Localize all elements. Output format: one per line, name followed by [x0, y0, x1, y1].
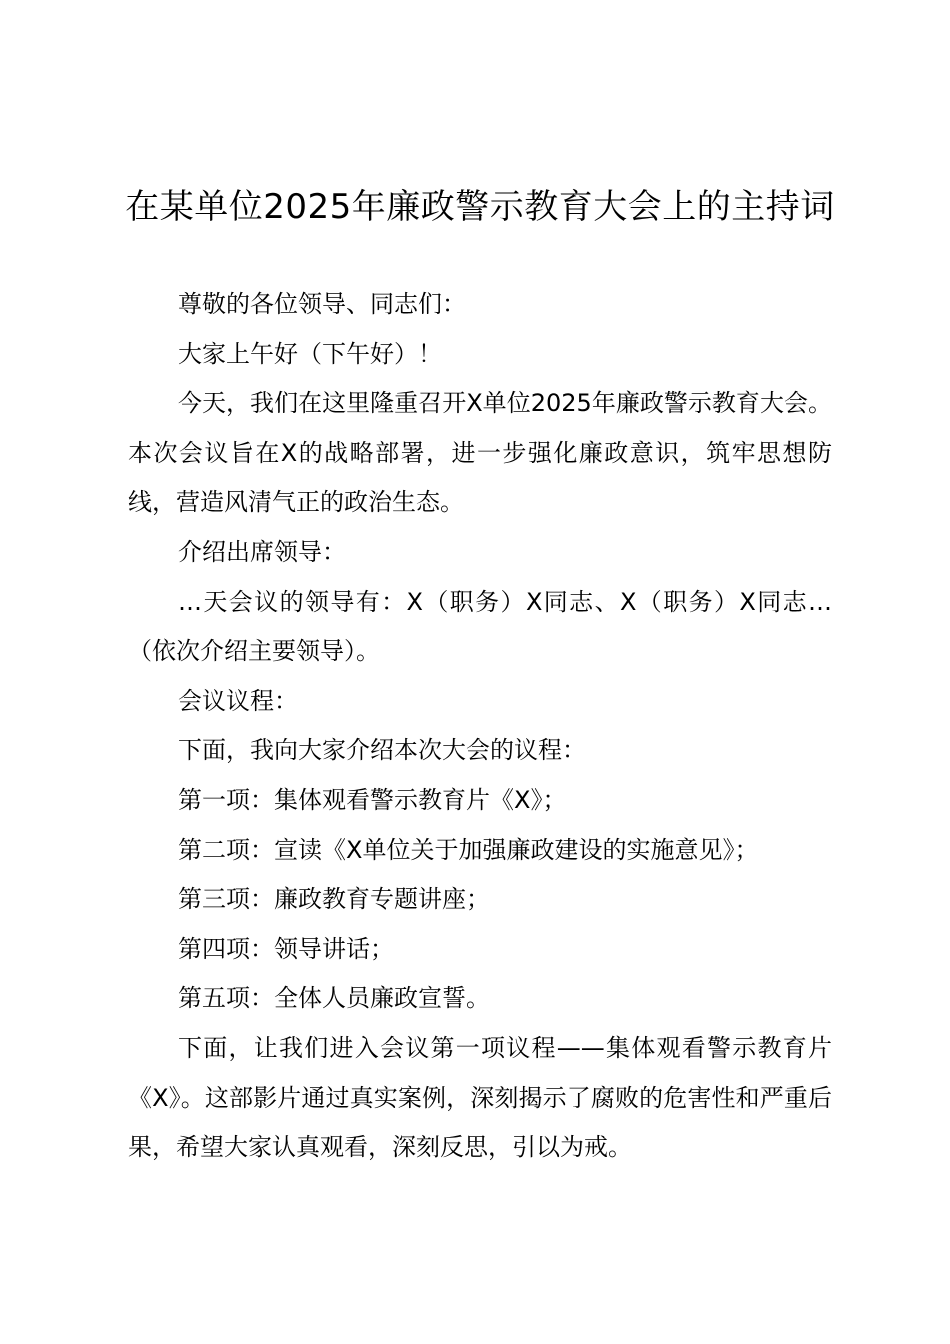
- paragraph-agenda-intro: 下面，我向大家介绍本次大会的议程：: [178, 736, 586, 765]
- paragraph-intro-leaders: …天会议的领导有：X（职务）X同志、X（职务）X同志…（依次介绍主要领导）。: [128, 587, 832, 666]
- agenda-item-1: 第一项：集体观看警示教育片《X》；: [178, 785, 567, 814]
- agenda-item-4: 第四项：领导讲话；: [178, 934, 394, 963]
- document-title: 在某单位2025年廉政警示教育大会上的主持词: [125, 187, 835, 227]
- agenda-item-2: 第二项：宣读《X单位关于加强廉政建设的实施意见》；: [178, 835, 759, 864]
- document-body: [128, 280, 832, 1173]
- paragraph-first-item: 下面，让我们进入会议第一项议程——集体观看警示教育片《X》。这部影片通过真实案例，深刻揭示了腐败的危害性和严重后果，希望大家认真观看，深刻反思，引以为戒。: [128, 1033, 832, 1162]
- paragraph-agenda-heading: 会议议程：: [178, 686, 298, 715]
- agenda-item-3: 第三项：廉政教育专题讲座；: [178, 885, 490, 914]
- paragraph-greeting: 大家上午好（下午好）！: [178, 339, 442, 368]
- paragraph-intro-leaders-heading: 介绍出席领导：: [178, 537, 346, 566]
- agenda-item-5: 第五项：全体人员廉政宣誓。: [178, 984, 490, 1013]
- paragraph-opening: 今天，我们在这里隆重召开X单位2025年廉政警示教育大会。本次会议旨在X的战略部署，进一步强化廉政意识，筑牢思想防线，营造风清气正的政治生态。: [128, 389, 832, 517]
- paragraph-salutation: 尊敬的各位领导、同志们：: [178, 290, 466, 318]
